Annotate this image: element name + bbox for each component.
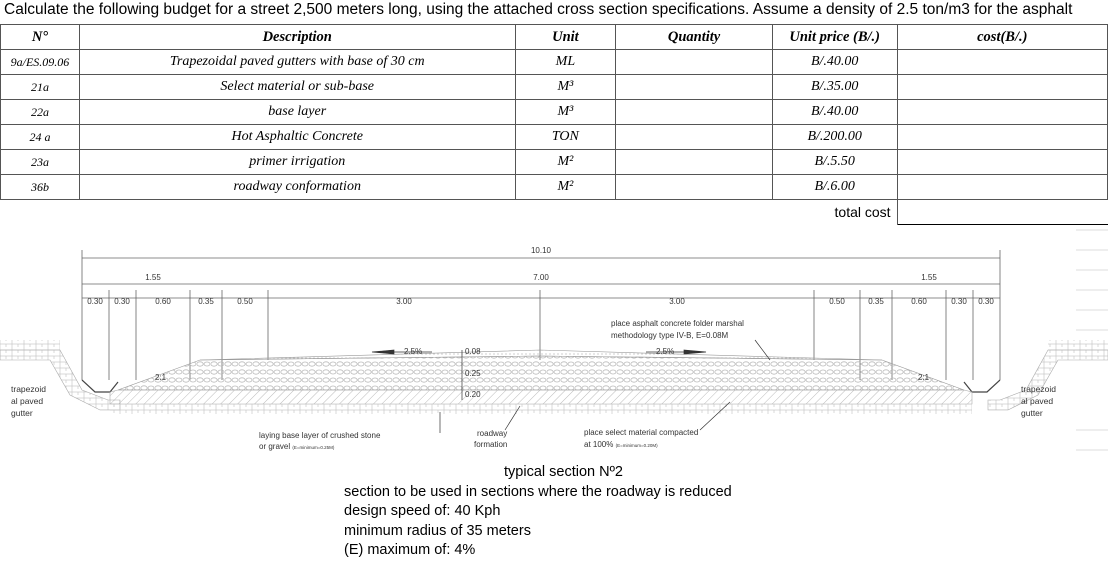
dim-left-4: 0.35 bbox=[198, 297, 214, 306]
cell-no: 23a bbox=[1, 150, 80, 175]
cell-no: 36b bbox=[1, 175, 80, 200]
cell-quantity[interactable] bbox=[616, 75, 773, 100]
gutter-label-right-2: al paved bbox=[1021, 396, 1054, 406]
dim-right-5: 0.30 bbox=[978, 297, 994, 306]
header-description: Description bbox=[79, 25, 515, 50]
cell-description: roadway conformation bbox=[79, 175, 515, 200]
right-gutter-shape bbox=[964, 380, 1000, 392]
dim-left-3: 0.60 bbox=[155, 297, 171, 306]
table-row bbox=[1, 75, 1108, 100]
select-note-line1: place select material compacted bbox=[584, 428, 699, 437]
header-no: N° bbox=[1, 25, 80, 50]
dim-right-1: 0.50 bbox=[829, 297, 845, 306]
table-row bbox=[1, 50, 1108, 75]
cell-no: 21a bbox=[1, 75, 80, 100]
section-notes bbox=[344, 463, 732, 561]
side-slope-left: 2:1 bbox=[155, 373, 167, 382]
cell-cost[interactable] bbox=[897, 75, 1107, 100]
side-slope-right: 2:1 bbox=[918, 373, 930, 382]
cell-cost[interactable] bbox=[897, 175, 1107, 200]
header-unit-price: Unit price (B/.) bbox=[772, 25, 897, 50]
cell-description: Hot Asphaltic Concrete bbox=[79, 125, 515, 150]
dimension-labels bbox=[87, 246, 994, 306]
cell-unit-price: B/.40.00 bbox=[772, 50, 897, 75]
cell-unit: M² bbox=[515, 175, 616, 200]
subgrade-shape bbox=[110, 404, 972, 414]
gutter-label-left-2: al paved bbox=[11, 396, 44, 406]
gutter-label-right-1: trapezoid bbox=[1021, 384, 1056, 394]
note-line: section to be used in sections where the roadway is reduced bbox=[344, 483, 732, 500]
cell-no: 22a bbox=[1, 100, 80, 125]
cell-unit: TON bbox=[515, 125, 616, 150]
dim-left-shoulder: 1.55 bbox=[145, 273, 161, 282]
cell-unit-price: B/.40.00 bbox=[772, 100, 897, 125]
base-note-line1: laying base layer of crushed stone bbox=[259, 431, 381, 440]
asphalt-note-line2: methodology type IV-B, E=0.08M bbox=[611, 331, 729, 340]
dim-right-shoulder: 1.55 bbox=[921, 273, 937, 282]
thickness-asphalt: 0.08 bbox=[465, 347, 481, 356]
select-note-line2: at 100% (E=minimum=0.20M) bbox=[584, 440, 658, 449]
cell-unit: ML bbox=[515, 50, 616, 75]
asphalt-note-line1: place asphalt concrete folder marshal bbox=[611, 319, 744, 328]
gutter-label-right-3: gutter bbox=[1021, 408, 1043, 418]
cell-description: base layer bbox=[79, 100, 515, 125]
dim-left-1: 0.30 bbox=[87, 297, 103, 306]
table-row bbox=[1, 150, 1108, 175]
cell-quantity[interactable] bbox=[616, 50, 773, 75]
cell-unit: M² bbox=[515, 150, 616, 175]
thickness-subbase: 0.20 bbox=[465, 390, 481, 399]
subbase-layer-shape bbox=[110, 390, 972, 404]
dim-right-lane: 3.00 bbox=[669, 297, 685, 306]
cell-description: Select material or sub-base bbox=[79, 75, 515, 100]
header-unit: Unit bbox=[515, 25, 616, 50]
total-cost-label: total cost bbox=[772, 200, 897, 225]
left-gutter-shape bbox=[82, 380, 118, 392]
base-layer-shape bbox=[118, 356, 964, 390]
typical-cross-section-drawing bbox=[0, 200, 1108, 462]
note-line: minimum radius of 35 meters bbox=[344, 522, 531, 539]
cell-unit: M³ bbox=[515, 100, 616, 125]
slope-left: 2.5% bbox=[404, 347, 423, 356]
dim-right-2: 0.35 bbox=[868, 297, 884, 306]
dim-right-3: 0.60 bbox=[911, 297, 927, 306]
dim-total: 10.10 bbox=[530, 246, 552, 255]
cell-description: primer irrigation bbox=[79, 150, 515, 175]
cell-no: 9a/ES.09.06 bbox=[1, 50, 80, 75]
note-title: typical section Nº2 bbox=[504, 464, 623, 480]
cell-unit-price: B/.5.50 bbox=[772, 150, 897, 175]
dim-road: 7.00 bbox=[533, 273, 549, 282]
table-row bbox=[1, 100, 1108, 125]
dim-right-4: 0.30 bbox=[951, 297, 967, 306]
note-line: design speed of: 40 Kph bbox=[344, 503, 501, 519]
budget-table bbox=[0, 24, 1108, 225]
cell-quantity[interactable] bbox=[616, 150, 773, 175]
cell-unit-price: B/.35.00 bbox=[772, 75, 897, 100]
cell-no: 24 a bbox=[1, 125, 80, 150]
thickness-base: 0.25 bbox=[465, 369, 481, 378]
cell-unit-price: B/.200.00 bbox=[772, 125, 897, 150]
dim-left-lane: 3.00 bbox=[396, 297, 412, 306]
note-line: (E) maximum of: 4% bbox=[344, 542, 476, 558]
cell-cost[interactable] bbox=[897, 100, 1107, 125]
cell-cost[interactable] bbox=[897, 125, 1107, 150]
table-row bbox=[1, 175, 1108, 200]
table-row bbox=[1, 125, 1108, 150]
formation-note-line1: roadway bbox=[477, 429, 508, 438]
dim-left-5: 0.50 bbox=[237, 297, 253, 306]
cell-quantity[interactable] bbox=[616, 125, 773, 150]
base-note-line2: or gravel (E=minimum=0.25M) bbox=[259, 442, 335, 451]
cell-unit-price: B/.6.00 bbox=[772, 175, 897, 200]
gutter-label-left-3: gutter bbox=[11, 408, 33, 418]
dim-left-2: 0.30 bbox=[114, 297, 130, 306]
cell-quantity[interactable] bbox=[616, 100, 773, 125]
problem-statement: Calculate the following budget for a street 2,500 meters long, using the attached cross section specifications. Assume a density of 2.5 ton/m3 for the asphalt bbox=[4, 1, 1073, 18]
header-quantity: Quantity bbox=[616, 25, 773, 50]
table-header-row bbox=[1, 25, 1108, 50]
cell-unit: M³ bbox=[515, 75, 616, 100]
cell-cost[interactable] bbox=[897, 50, 1107, 75]
cell-cost[interactable] bbox=[897, 150, 1107, 175]
cell-description: Trapezoidal paved gutters with base of 30 cm bbox=[79, 50, 515, 75]
slope-right: 2.5% bbox=[656, 347, 675, 356]
gutter-label-left-1: trapezoid bbox=[11, 384, 46, 394]
cell-quantity[interactable] bbox=[616, 175, 773, 200]
header-cost: cost(B/.) bbox=[897, 25, 1107, 50]
formation-note-line2: formation bbox=[474, 440, 508, 449]
